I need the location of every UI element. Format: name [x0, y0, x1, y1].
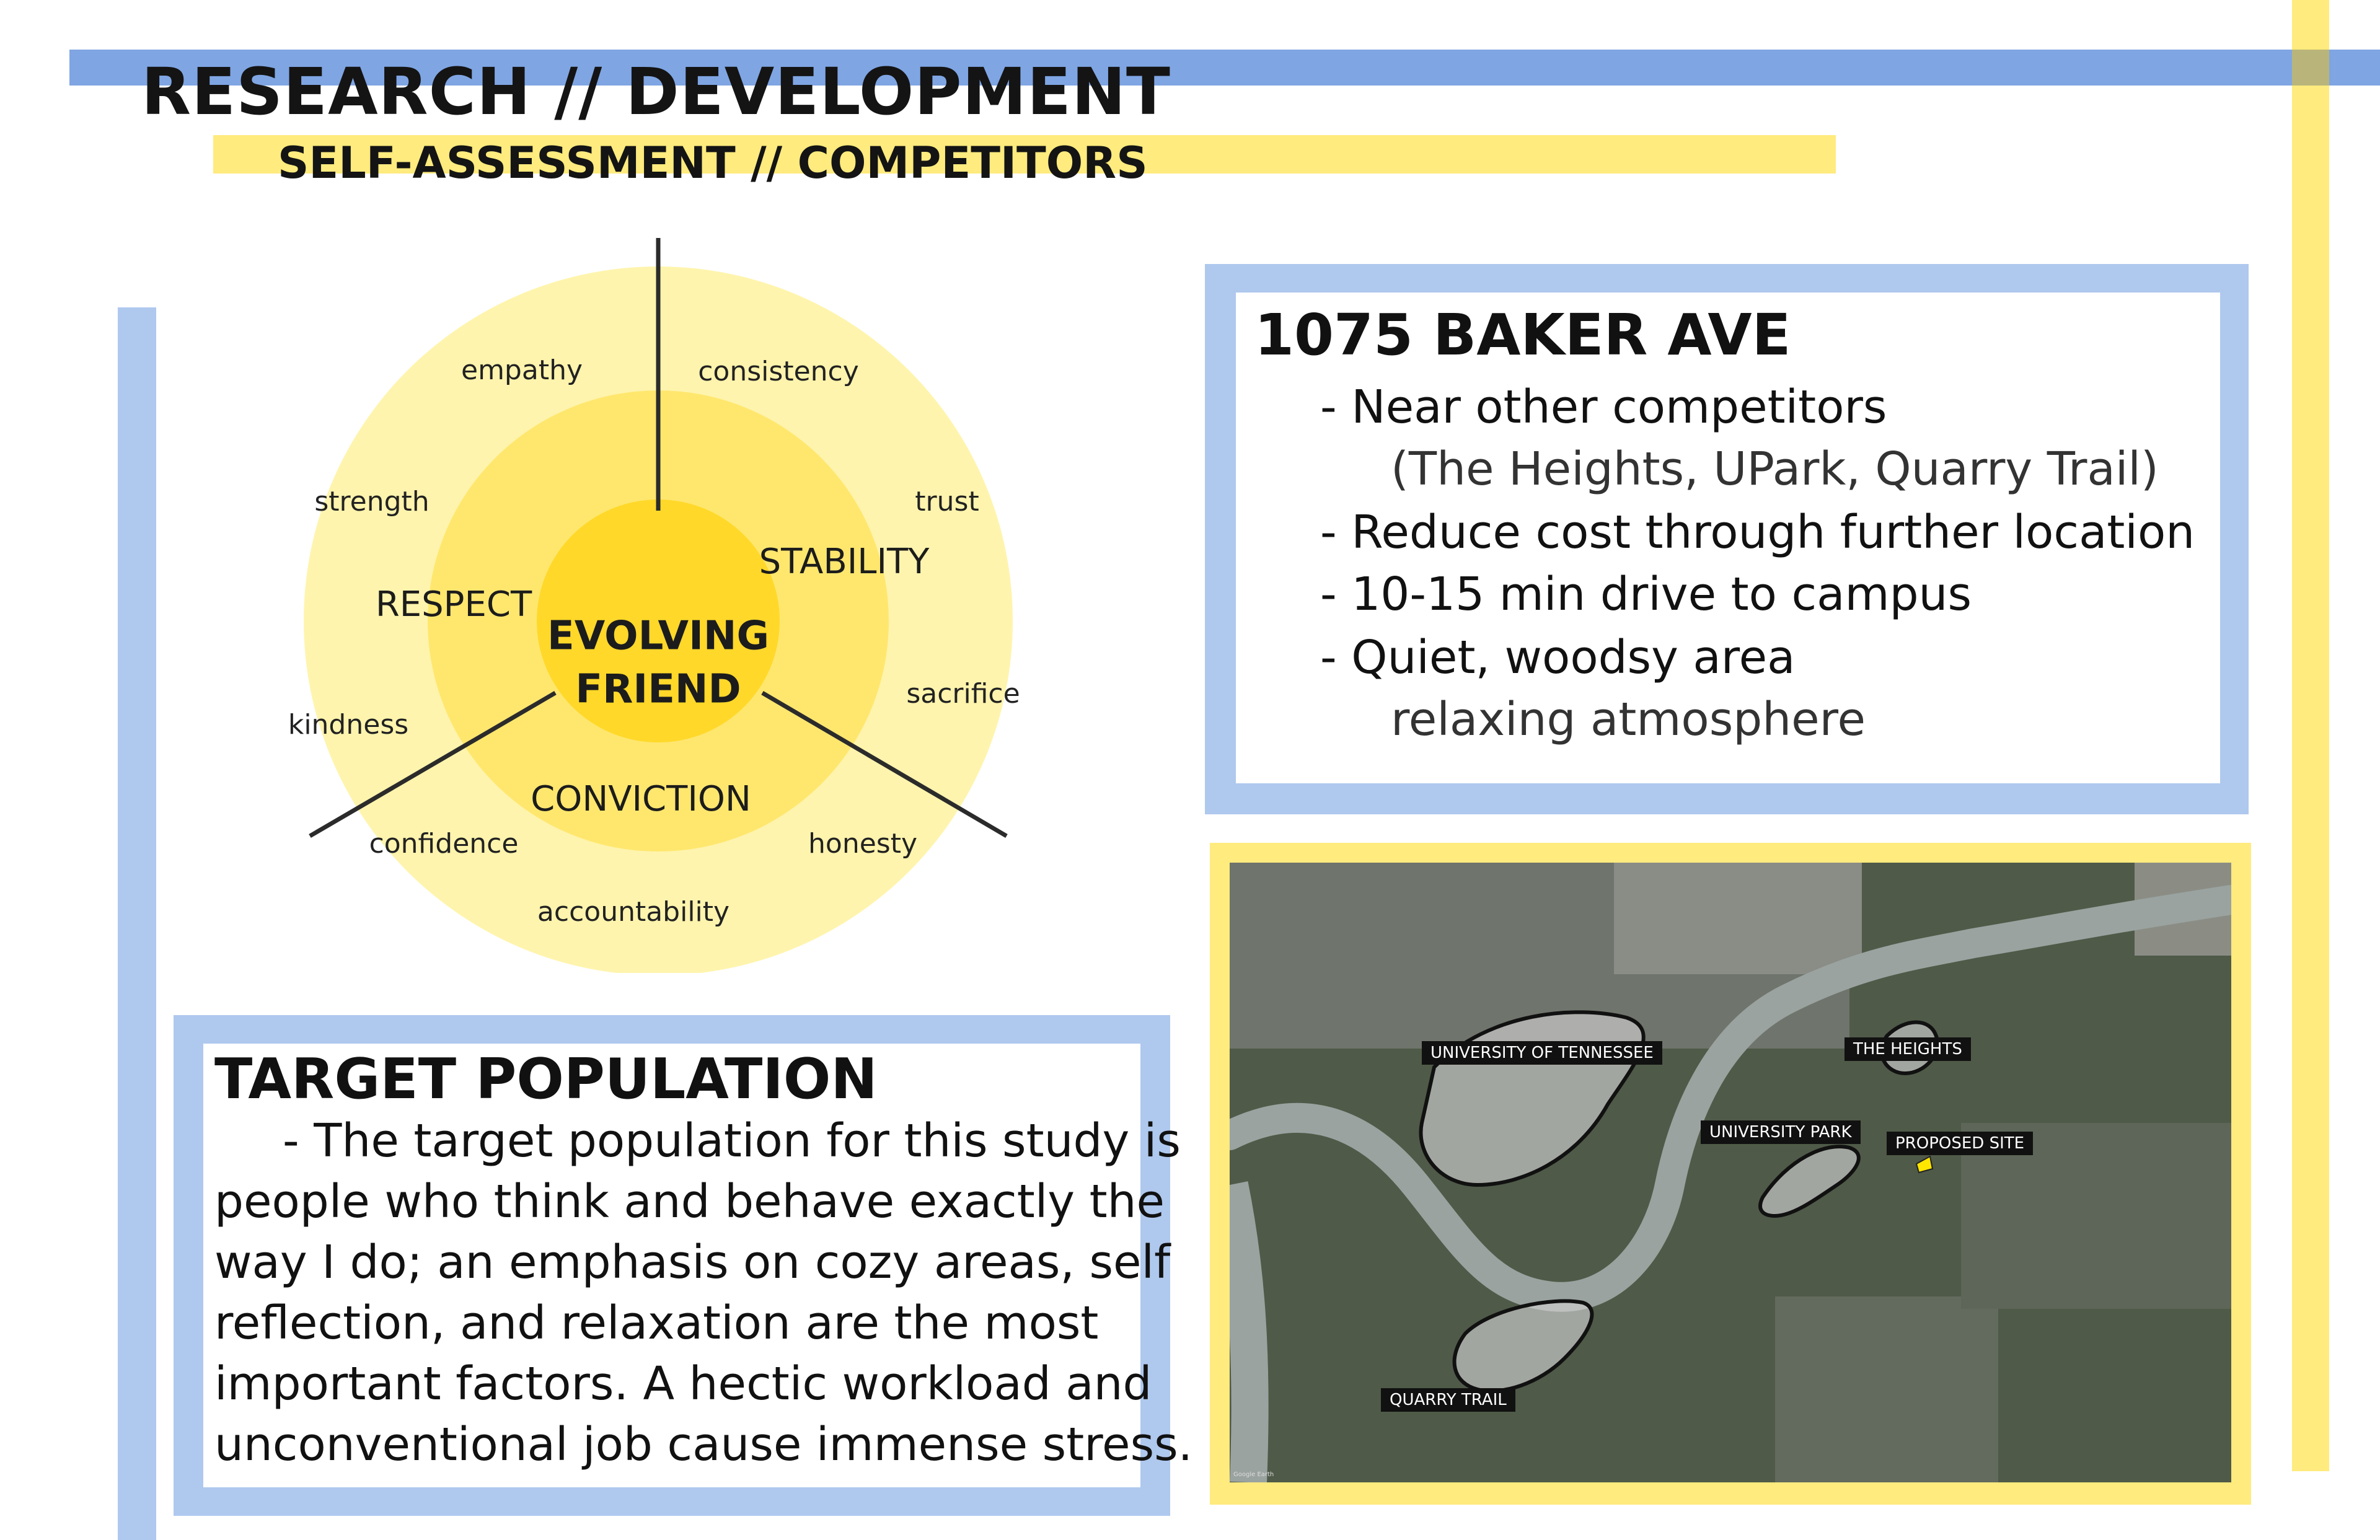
self-assessment-diagram	[285, 229, 1054, 973]
address-title: 1075 BAKER AVE	[1254, 302, 1791, 368]
address-line-6: relaxing atmosphere	[1391, 693, 1866, 746]
left-blue-bar	[118, 307, 156, 1540]
trait-accountability: accountability	[537, 896, 730, 928]
target-line-4: reflection, and relaxation are the most	[214, 1296, 1099, 1350]
trait-strength: strength	[314, 486, 430, 517]
bar-overlap	[2292, 50, 2329, 86]
core-label	[547, 610, 769, 717]
address-line-5: - Quiet, woodsy area	[1320, 631, 1796, 684]
pillar-conviction: CONVICTION	[531, 779, 751, 819]
map-graphic	[1230, 863, 2231, 1482]
address-line-2: (The Heights, UPark, Quarry Trail)	[1391, 442, 2159, 496]
trait-empathy: empathy	[461, 354, 583, 386]
target-line-1: - The target population for this study is	[283, 1114, 1181, 1168]
map-label-university-park: UNIVERSITY PARK	[1701, 1120, 1861, 1144]
map-label-quarry-trail: QUARRY TRAIL	[1381, 1388, 1515, 1412]
map-label-the-heights: THE HEIGHTS	[1844, 1037, 1971, 1061]
page-subtitle: SELF-ASSESSMENT // COMPETITORS	[278, 138, 1148, 188]
address-line-1: - Near other competitors	[1320, 381, 1887, 434]
satellite-map	[1230, 863, 2231, 1482]
trait-trust: trust	[915, 486, 979, 517]
target-line-5: important factors. A hectic workload and	[214, 1357, 1152, 1410]
core-label-line-2: FRIEND	[575, 667, 741, 713]
trait-honesty: honesty	[808, 828, 917, 860]
trait-confidence: confidence	[369, 828, 519, 860]
map-label-university-of-tennessee: UNIVERSITY OF TENNESSEE	[1422, 1041, 1662, 1065]
target-title: TARGET POPULATION	[214, 1047, 878, 1112]
map-label-proposed-site: PROPOSED SITE	[1887, 1132, 2033, 1155]
right-yellow-bar	[2292, 0, 2329, 1471]
core-label-line-1: EVOLVING	[547, 613, 769, 659]
address-line-4: - 10-15 min drive to campus	[1320, 568, 1972, 621]
pillar-respect: RESPECT	[375, 584, 532, 625]
target-line-3: way I do; an emphasis on cozy areas, self	[214, 1236, 1171, 1289]
page-title: RESEARCH // DEVELOPMENT	[141, 54, 1171, 130]
target-line-2: people who think and behave exactly the	[214, 1175, 1165, 1228]
target-body	[214, 1111, 1193, 1475]
trait-kindness: kindness	[288, 709, 409, 741]
map-credit: Google Earth	[1233, 1471, 1274, 1478]
address-line-3: - Reduce cost through further location	[1320, 506, 2195, 559]
trait-sacrifice: sacrifice	[906, 678, 1020, 710]
trait-consistency: consistency	[698, 356, 859, 387]
pillar-stability: STABILITY	[759, 542, 930, 582]
target-line-6: unconventional job cause immense stress.	[214, 1418, 1193, 1471]
